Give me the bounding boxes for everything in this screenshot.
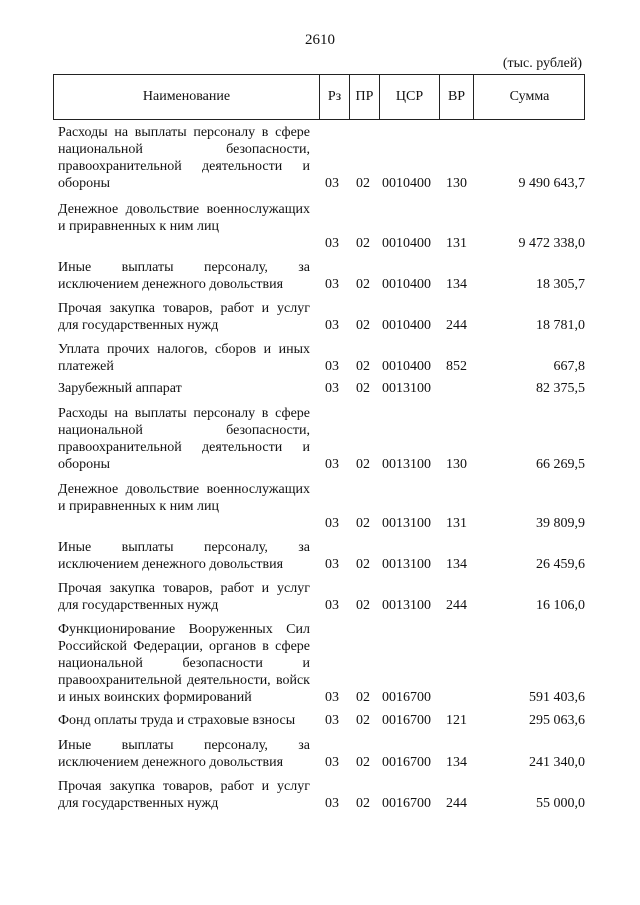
row-vr: 134 bbox=[446, 557, 467, 572]
row-name: Денежное довольствие военнослужащих и приравненных к ним лиц bbox=[58, 202, 310, 234]
table-row bbox=[0, 580, 640, 614]
row-name: Функционирование Вооруженных Сил Российской Федерации, органов в сфере национальной безопасности и правоохранительной деятельности, войск и иных воинских формирований bbox=[58, 622, 310, 705]
row-csr: 0010400 bbox=[382, 359, 431, 374]
row-csr: 0013100 bbox=[382, 381, 431, 396]
row-name: Прочая закупка товаров, работ и услуг для государственных нужд bbox=[58, 301, 310, 333]
row-name: Фонд оплаты труда и страховые взносы bbox=[58, 713, 296, 728]
table-row bbox=[0, 405, 640, 473]
row-pr: 02 bbox=[356, 236, 370, 251]
row-name: Расходы на выплаты персоналу в сфере национальной безопасности, правоохранительной деятельности и обороны bbox=[58, 125, 310, 191]
header-pr: ПР bbox=[349, 75, 379, 119]
row-rz: 03 bbox=[325, 236, 339, 251]
row-name: Прочая закупка товаров, работ и услуг для государственных нужд bbox=[58, 581, 310, 613]
row-sum: 26 459,6 bbox=[536, 557, 585, 572]
row-csr: 0010400 bbox=[382, 318, 431, 333]
row-name: Прочая закупка товаров, работ и услуг для государственных нужд bbox=[58, 779, 310, 811]
row-csr: 0013100 bbox=[382, 457, 431, 472]
table-row bbox=[0, 124, 640, 192]
row-name: Иные выплаты персоналу, за исключением денежного довольствия bbox=[58, 738, 310, 770]
row-pr: 02 bbox=[356, 755, 370, 770]
row-name: Уплата прочих налогов, сборов и иных платежей bbox=[58, 342, 310, 374]
row-vr: 131 bbox=[446, 516, 467, 531]
row-sum: 591 403,6 bbox=[529, 690, 585, 705]
row-sum: 18 305,7 bbox=[536, 277, 585, 292]
row-sum: 241 340,0 bbox=[529, 755, 585, 770]
row-rz: 03 bbox=[325, 690, 339, 705]
row-rz: 03 bbox=[325, 796, 339, 811]
row-vr: 134 bbox=[446, 277, 467, 292]
row-pr: 02 bbox=[356, 557, 370, 572]
row-pr: 02 bbox=[356, 277, 370, 292]
table-header bbox=[53, 74, 585, 120]
row-rz: 03 bbox=[325, 598, 339, 613]
header-csr: ЦСР bbox=[379, 75, 439, 119]
row-name: Иные выплаты персоналу, за исключением денежного довольствия bbox=[58, 260, 310, 292]
row-rz: 03 bbox=[325, 176, 339, 191]
table-row bbox=[0, 737, 640, 771]
row-name: Денежное довольствие военнослужащих и приравненных к ним лиц bbox=[58, 482, 310, 514]
row-pr: 02 bbox=[356, 457, 370, 472]
row-pr: 02 bbox=[356, 598, 370, 613]
row-rz: 03 bbox=[325, 516, 339, 531]
row-csr: 0016700 bbox=[382, 690, 431, 705]
row-pr: 02 bbox=[356, 690, 370, 705]
row-sum: 18 781,0 bbox=[536, 318, 585, 333]
row-pr: 02 bbox=[356, 713, 370, 728]
row-sum: 55 000,0 bbox=[536, 796, 585, 811]
row-sum: 39 809,9 bbox=[536, 516, 585, 531]
row-csr: 0013100 bbox=[382, 516, 431, 531]
table-row bbox=[0, 259, 640, 293]
table-row bbox=[0, 481, 640, 532]
row-rz: 03 bbox=[325, 318, 339, 333]
row-name: Расходы на выплаты персоналу в сфере национальной безопасности, правоохранительной деятельности и обороны bbox=[58, 406, 310, 472]
row-vr: 130 bbox=[446, 176, 467, 191]
row-vr: 131 bbox=[446, 236, 467, 251]
units-label: (тыс. рублей) bbox=[502, 56, 582, 71]
row-vr: 244 bbox=[446, 598, 467, 613]
table-row bbox=[0, 380, 640, 397]
row-name: Зарубежный аппарат bbox=[58, 381, 182, 396]
row-csr: 0016700 bbox=[382, 713, 431, 728]
row-vr: 244 bbox=[446, 796, 467, 811]
table-row bbox=[0, 778, 640, 812]
row-vr: 130 bbox=[446, 457, 467, 472]
row-sum: 667,8 bbox=[553, 359, 585, 374]
row-csr: 0016700 bbox=[382, 796, 431, 811]
header-sum: Сумма bbox=[473, 75, 585, 119]
row-pr: 02 bbox=[356, 516, 370, 531]
header-rz: Рз bbox=[319, 75, 349, 119]
row-vr: 852 bbox=[446, 359, 467, 374]
row-rz: 03 bbox=[325, 359, 339, 374]
table-row bbox=[0, 341, 640, 375]
table-row bbox=[0, 539, 640, 573]
row-rz: 03 bbox=[325, 557, 339, 572]
row-sum: 9 490 643,7 bbox=[518, 176, 585, 191]
row-csr: 0010400 bbox=[382, 236, 431, 251]
row-rz: 03 bbox=[325, 381, 339, 396]
row-rz: 03 bbox=[325, 755, 339, 770]
row-csr: 0016700 bbox=[382, 755, 431, 770]
row-pr: 02 bbox=[356, 796, 370, 811]
row-sum: 9 472 338,0 bbox=[518, 236, 585, 251]
table-row bbox=[0, 201, 640, 252]
row-csr: 0010400 bbox=[382, 277, 431, 292]
table-row bbox=[0, 712, 640, 729]
row-rz: 03 bbox=[325, 277, 339, 292]
table-row bbox=[0, 300, 640, 334]
row-vr: 134 bbox=[446, 755, 467, 770]
row-sum: 82 375,5 bbox=[536, 381, 585, 396]
row-sum: 16 106,0 bbox=[536, 598, 585, 613]
table-row bbox=[0, 621, 640, 706]
row-rz: 03 bbox=[325, 713, 339, 728]
row-pr: 02 bbox=[356, 318, 370, 333]
header-vr: ВР bbox=[439, 75, 473, 119]
row-pr: 02 bbox=[356, 176, 370, 191]
row-sum: 295 063,6 bbox=[529, 713, 585, 728]
row-pr: 02 bbox=[356, 381, 370, 396]
row-name: Иные выплаты персоналу, за исключением денежного довольствия bbox=[58, 540, 310, 572]
row-rz: 03 bbox=[325, 457, 339, 472]
page-number: 2610 bbox=[305, 32, 335, 48]
row-csr: 0013100 bbox=[382, 557, 431, 572]
row-vr: 244 bbox=[446, 318, 467, 333]
header-name: Наименование bbox=[142, 89, 231, 104]
row-csr: 0010400 bbox=[382, 176, 431, 191]
row-pr: 02 bbox=[356, 359, 370, 374]
row-sum: 66 269,5 bbox=[536, 457, 585, 472]
row-vr: 121 bbox=[446, 713, 467, 728]
row-csr: 0013100 bbox=[382, 598, 431, 613]
